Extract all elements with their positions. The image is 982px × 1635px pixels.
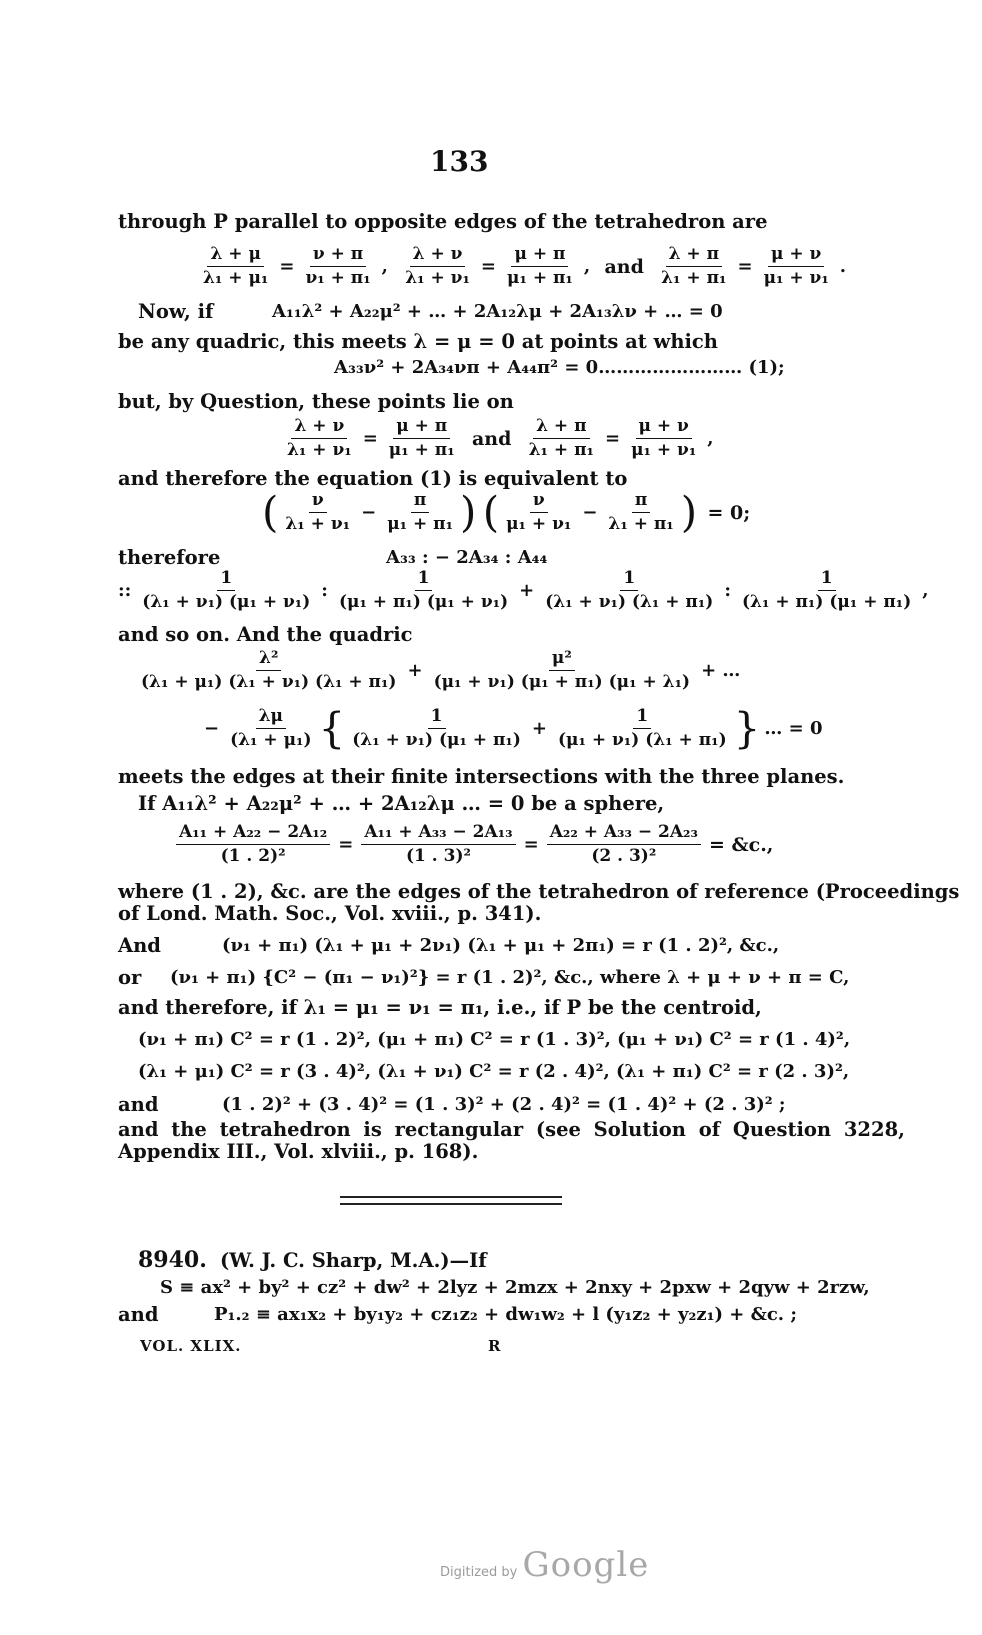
equation-sphere: $\frac{\text{A₁₁ + A₂₂ − 2A₁₂}}{\text{(1 . 2)²}}$ = $\frac{\text{A₁₁ + A₃₃ − 2A₁₃}}{\text{(1 . 3)²}}$ = $\frac{\text{A₂₂ + A₃₃ − 2A₂₃}}{\text{(2 . 3)²}}$ = &c., — [172, 822, 777, 867]
fraction: $\frac{\text{μ²}}{\text{(μ₁ + ν₁) (μ₁ + π₁) (μ₁ + λ₁)}}$ — [433, 648, 691, 692]
text-line-8: and therefore the equation (1) is equivalent to — [118, 467, 628, 490]
text-line-27: Appendix III., Vol. xlviii., p. 168). — [118, 1140, 479, 1163]
text-line-26: and the tetrahedron is rectangular (see Solution of Question 3228, — [118, 1118, 905, 1141]
text-line-16: If A₁₁λ² + A₂₂μ² + … + 2A₁₂λμ … = 0 be a sphere, — [138, 792, 665, 815]
question-line-1: S ≡ ax² + by² + cz² + dw² + 2lyz + 2mzx + 2nxy + 2pxw + 2qyw + 2rzw, — [160, 1277, 870, 1298]
text-line-4: be any quadric, this meets λ = μ = 0 at points at which — [118, 330, 718, 353]
section-divider-bottom — [340, 1203, 562, 1205]
fraction: $\frac{1}{\text{(μ₁ + ν₁) (λ₁ + π₁)}}$ — [558, 706, 727, 750]
fraction: $\frac{\nu}{\text{μ₁ + ν₁}}$ — [506, 490, 572, 534]
fraction: $\frac{1}{\text{(λ₁ + π₁) (μ₁ + π₁)}}$ — [742, 568, 912, 612]
text-line-6: but, by Question, these points lie on — [118, 390, 514, 413]
page-number: 133 — [430, 145, 489, 178]
footer-signature: R — [488, 1337, 502, 1355]
text-line-20b: (ν₁ + π₁) (λ₁ + μ₁ + 2ν₁) (λ₁ + μ₁ + 2π₁) = r (1 . 2)², &c., — [222, 935, 780, 956]
google-logo: Google — [522, 1545, 650, 1585]
question-line-2a: and — [118, 1303, 159, 1326]
fraction: $\frac{\lambda + \nu}{\text{λ₁ + ν₁}}$ — [405, 244, 470, 288]
fraction: $\frac{\mu + \nu}{\text{μ₁ + ν₁}}$ — [631, 416, 697, 460]
text-line-25b: (1 . 2)² + (3 . 4)² = (1 . 3)² + (2 . 4)² = (1 . 4)² + (2 . 3)² ; — [222, 1094, 786, 1115]
equation-quadric-line1: $\frac{\text{λ²}}{\text{(λ₁ + μ₁) (λ₁ + ν₁) (λ₁ + π₁)}}$ + $\frac{\text{μ²}}{\text{(μ₁ + ν₁) (μ₁ + π₁) (μ₁ + λ₁)}}$ + … — [134, 648, 744, 693]
text-line-21a: or — [118, 966, 142, 989]
text-line-22: and therefore, if λ₁ = μ₁ = ν₁ = π₁, i.e., if P be the centroid, — [118, 996, 762, 1019]
text-line-1: through P parallel to opposite edges of the tetrahedron are — [118, 210, 768, 233]
text-line-10b: A₃₃ : − 2A₃₄ : A₄₄ — [386, 547, 548, 568]
text-line-24: (λ₁ + μ₁) C² = r (3 . 4)², (λ₁ + ν₁) C² = r (2 . 4)², (λ₁ + π₁) C² = r (2 . 3)², — [138, 1061, 850, 1082]
digitized-by-text: Digitized by — [440, 1565, 518, 1580]
fraction: $\frac{\text{A₁₁ + A₃₃ − 2A₁₃}}{\text{(1 . 3)²}}$ — [361, 822, 515, 867]
fraction: $\frac{\mu + \nu}{\text{μ₁ + ν₁}}$ — [763, 244, 829, 288]
fraction: $\frac{\text{A₂₂ + A₃₃ − 2A₂₃}}{\text{(2 . 3)²}}$ — [547, 822, 701, 867]
fraction: $\frac{\pi}{\text{μ₁ + π₁}}$ — [387, 490, 454, 534]
google-watermark — [440, 1545, 649, 1585]
text-line-10a: therefore — [118, 546, 221, 569]
fraction: $\frac{\mu + \pi}{\text{μ₁ + π₁}}$ — [388, 416, 455, 460]
text-line-5: A₃₃ν² + 2A₃₄νπ + A₄₄π² = 0…………………… (1); — [334, 357, 785, 378]
footer-volume: VOL. XLIX. — [140, 1337, 242, 1355]
text-line-19: of Lond. Math. Soc., Vol. xviii., p. 341). — [118, 902, 542, 925]
fraction: $\frac{1}{\text{(λ₁ + ν₁) (λ₁ + π₁)}}$ — [545, 568, 714, 612]
text-line-21b: (ν₁ + π₁) {C² − (π₁ − ν₁)²} = r (1 . 2)², &c., where λ + μ + ν + π = C, — [170, 967, 850, 988]
equation-points-lie-on: $\frac{\lambda + \nu}{\text{λ₁ + ν₁}}$ = $\frac{\mu + \pi}{\text{μ₁ + π₁}}$ and $\frac{\lambda + \pi}{\text{λ₁ + π₁}}$ = $\frac{\mu + \nu}{\text{μ₁ + ν₁}}$ , — [280, 416, 718, 461]
fraction: $\frac{\text{A₁₁ + A₂₂ − 2A₁₂}}{\text{(1 . 2)²}}$ — [176, 822, 330, 867]
section-divider-top — [340, 1196, 562, 1198]
equation-equivalent: ( $\frac{\nu}{\text{λ₁ + ν₁}}$ − $\frac{\pi}{\text{μ₁ + π₁}}$ ) ( $\frac{\nu}{\text{μ₁ + ν₁}}$ − $\frac{\pi}{\text{λ₁ + π₁}}$ ) = 0; — [262, 487, 751, 537]
equation-edge-planes: $\frac{\lambda + \mu}{\text{λ₁ + μ₁}}$ = $\frac{\nu + \pi}{\text{ν₁ + π₁}}$ , $\frac{\lambda + \nu}{\text{λ₁ + ν₁}}$ = $\frac{\mu + \pi}{\text{μ₁ + π₁}}$ , and $\frac{\lambda + \pi}{\text{λ₁ + π₁}}$ = $\frac{\mu + \nu}{\text{μ₁ + ν₁}}$ . — [196, 244, 850, 289]
text-line-12: and so on. And the quadric — [118, 623, 413, 646]
text-line-25a: and — [118, 1093, 159, 1116]
fraction: $\frac{1}{\text{(μ₁ + π₁) (μ₁ + ν₁)}}$ — [338, 568, 509, 612]
fraction: $\frac{\lambda + \mu}{\text{λ₁ + μ₁}}$ — [203, 244, 269, 288]
text-line-20a: And — [118, 934, 161, 957]
equation-ratios: :: $\frac{1}{\text{(λ₁ + ν₁) (μ₁ + ν₁)}}$ : $\frac{1}{\text{(μ₁ + π₁) (μ₁ + ν₁)}}$ + $\frac{1}{\text{(λ₁ + ν₁) (λ₁ + π₁)}}$ : $\frac{1}{\text{(λ₁ + π₁) (μ₁ + π₁)}}$ , — [118, 568, 929, 612]
question-number: 8940. — [138, 1247, 207, 1273]
fraction: $\frac{\lambda + \pi}{\text{λ₁ + π₁}}$ — [661, 244, 727, 288]
fraction: $\frac{\nu}{\text{λ₁ + ν₁}}$ — [285, 490, 351, 534]
text-line-3b: A₁₁λ² + A₂₂μ² + … + 2A₁₂λμ + 2A₁₃λν + … = 0 — [272, 301, 723, 322]
text-line-23: (ν₁ + π₁) C² = r (1 . 2)², (μ₁ + π₁) C² = r (1 . 3)², (μ₁ + ν₁) C² = r (1 . 4)², — [138, 1029, 851, 1050]
text-line-15: meets the edges at their finite intersections with the three planes. — [118, 765, 845, 788]
text-line-3a: Now, if — [138, 300, 214, 323]
equation-quadric-line2: − $\frac{\lambda\mu}{\text{(λ₁ + μ₁)}}$ { $\frac{1}{\text{(λ₁ + ν₁) (μ₁ + π₁)}}$ + $\frac{1}{\text{(μ₁ + ν₁) (λ₁ + π₁)}}$ } … = 0 — [204, 703, 823, 753]
question-line-2b: P₁.₂ ≡ ax₁x₂ + by₁y₂ + cz₁z₂ + dw₁w₂ + l (y₁z₂ + y₂z₁) + &c. ; — [214, 1304, 797, 1325]
fraction: $\frac{1}{\text{(λ₁ + ν₁) (μ₁ + ν₁)}}$ — [142, 568, 311, 612]
fraction: $\frac{\nu + \pi}{\text{ν₁ + π₁}}$ — [305, 244, 371, 288]
question-author: (W. J. C. Sharp, M.A.)—If — [220, 1249, 487, 1272]
text-line-18: where (1 . 2), &c. are the edges of the tetrahedron of reference (Proceedings — [118, 880, 960, 903]
fraction: $\frac{1}{\text{(λ₁ + ν₁) (μ₁ + π₁)}}$ — [352, 706, 521, 750]
fraction: $\frac{\text{λ²}}{\text{(λ₁ + μ₁) (λ₁ + ν₁) (λ₁ + π₁)}}$ — [141, 648, 397, 692]
fraction: $\frac{\lambda + \pi}{\text{λ₁ + π₁}}$ — [528, 416, 594, 460]
fraction: $\frac{\lambda\mu}{\text{(λ₁ + μ₁)}}$ — [230, 706, 312, 750]
fraction: $\frac{\pi}{\text{λ₁ + π₁}}$ — [608, 490, 674, 534]
fraction: $\frac{\mu + \pi}{\text{μ₁ + π₁}}$ — [507, 244, 573, 288]
fraction: $\frac{\lambda + \nu}{\text{λ₁ + ν₁}}$ — [287, 416, 352, 460]
